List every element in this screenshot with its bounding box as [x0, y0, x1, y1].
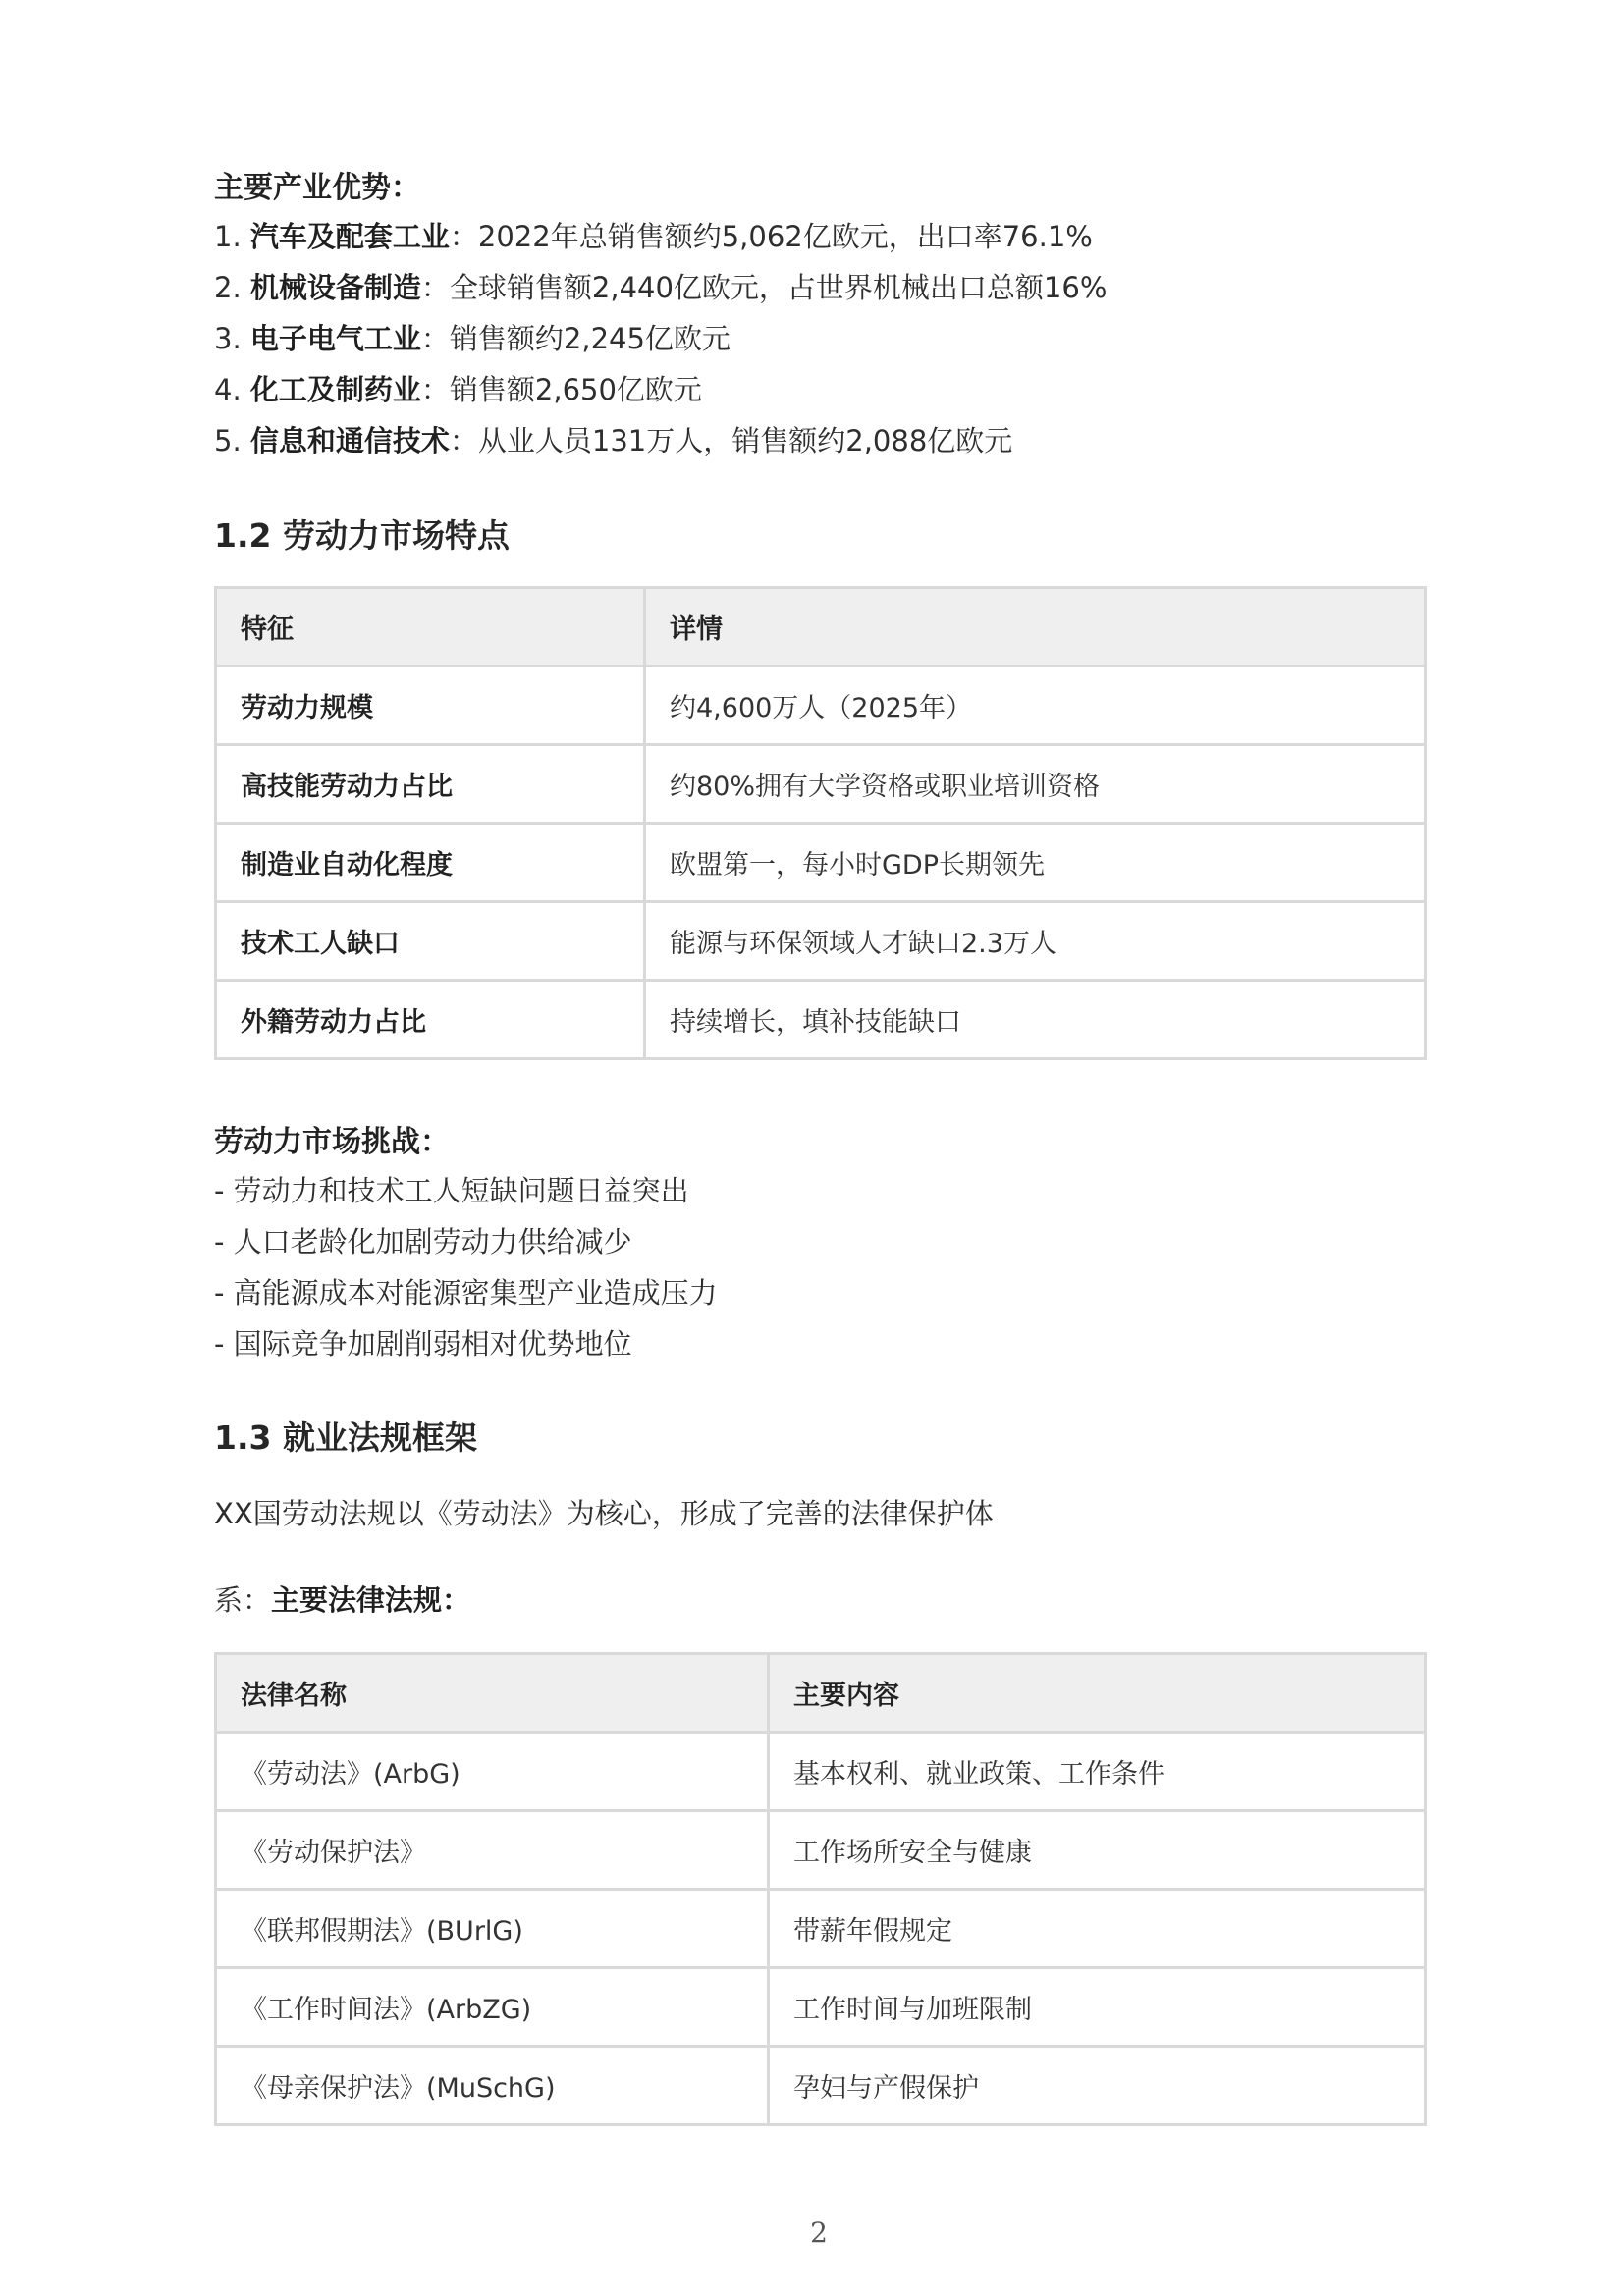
table-row — [216, 2047, 1426, 2125]
table-cell-details: 约4,600万人（2025年） — [645, 667, 1426, 745]
industry-item-detail: ：全球销售额2,440亿欧元，占世界机械出口总额16% — [420, 271, 1108, 304]
table-cell-details: 持续增长，填补技能缺口 — [645, 981, 1426, 1059]
industry-section-label: 主要产业优势： — [214, 171, 420, 205]
industry-item-name: 信息和通信技术 — [249, 424, 450, 457]
table-cell-main-content: 工作场所安全与健康 — [769, 1811, 1426, 1890]
industry-item-number: 3. — [214, 322, 250, 355]
table-row — [216, 1733, 1426, 1811]
table-row — [216, 1811, 1426, 1890]
table-cell-law-name: 《工作时间法》(ArbZG) — [216, 1968, 769, 2047]
table-cell-law-name: 《母亲保护法》(MuSchG) — [216, 2047, 769, 2125]
labor-market-table — [214, 586, 1427, 1060]
challenge-item: - 人口老龄化加剧劳动力供给减少 — [214, 1225, 632, 1258]
table-cell-law-name: 《劳动法》(ArbG) — [216, 1733, 769, 1811]
labor-market-heading: 1.2 劳动力市场特点 — [214, 516, 510, 555]
legal-framework-intro: XX国劳动法规以《劳动法》为核心，形成了完善的法律保护体 — [214, 1497, 994, 1530]
table-row — [216, 1968, 1426, 2047]
table-cell-feature: 制造业自动化程度 — [216, 824, 645, 902]
table-row — [216, 745, 1426, 824]
table-cell-details: 约80%拥有大学资格或职业培训资格 — [645, 745, 1426, 824]
table-header-row — [216, 588, 1426, 667]
industry-item — [214, 317, 731, 357]
challenge-item: - 国际竞争加剧削弱相对优势地位 — [214, 1327, 632, 1361]
table-header-row — [216, 1654, 1426, 1733]
industry-item — [214, 419, 1012, 459]
industry-item-name: 化工及制药业 — [249, 373, 421, 406]
industry-item — [214, 215, 1093, 255]
industry-item-name: 电子电气工业 — [249, 322, 421, 355]
table-cell-feature: 技术工人缺口 — [216, 902, 645, 981]
table-cell-feature: 外籍劳动力占比 — [216, 981, 645, 1059]
industry-item-number: 5. — [214, 424, 250, 457]
table-cell-details: 欧盟第一，每小时GDP长期领先 — [645, 824, 1426, 902]
column-header-details: 详情 — [645, 588, 1426, 667]
industry-item — [214, 368, 702, 408]
column-header-feature: 特征 — [216, 588, 645, 667]
table-cell-main-content: 带薪年假规定 — [769, 1890, 1426, 1968]
table-cell-details: 能源与环保领域人才缺口2.3万人 — [645, 902, 1426, 981]
legal-framework-intro-continued — [214, 1578, 470, 1619]
legal-framework-heading: 1.3 就业法规框架 — [214, 1418, 477, 1457]
challenge-item: - 高能源成本对能源密集型产业造成压力 — [214, 1276, 718, 1309]
industry-item-number: 1. — [214, 220, 250, 253]
industry-item-detail: ：2022年总销售额约5,062亿欧元，出口率76.1% — [449, 220, 1093, 253]
table-cell-main-content: 基本权利、就业政策、工作条件 — [769, 1733, 1426, 1811]
table-row — [216, 824, 1426, 902]
page-number: 2 — [810, 2216, 828, 2249]
industry-item-name: 机械设备制造 — [249, 271, 421, 304]
challenges-label: 劳动力市场挑战： — [214, 1125, 450, 1159]
industry-item-detail: ：销售额约2,245亿欧元 — [420, 322, 731, 355]
table-row — [216, 902, 1426, 981]
industry-item-detail: ：销售额2,650亿欧元 — [420, 373, 702, 406]
laws-table — [214, 1652, 1427, 2126]
intro-continuation: 系： — [214, 1583, 272, 1617]
table-cell-main-content: 工作时间与加班限制 — [769, 1968, 1426, 2047]
table-cell-law-name: 《联邦假期法》(BUrlG) — [216, 1890, 769, 1968]
table-cell-feature: 劳动力规模 — [216, 667, 645, 745]
challenge-item: - 劳动力和技术工人短缺问题日益突出 — [214, 1174, 689, 1207]
column-header-main-content: 主要内容 — [769, 1654, 1426, 1733]
industry-item-number: 4. — [214, 373, 250, 406]
table-row — [216, 1890, 1426, 1968]
column-header-law-name: 法律名称 — [216, 1654, 769, 1733]
table-cell-feature: 高技能劳动力占比 — [216, 745, 645, 824]
industry-item-detail: ：从业人员131万人，销售额约2,088亿欧元 — [449, 424, 1013, 457]
laws-list-label: 主要法律法规： — [271, 1583, 471, 1617]
table-row — [216, 981, 1426, 1059]
industry-item-name: 汽车及配套工业 — [249, 220, 450, 253]
industry-item-number: 2. — [214, 271, 250, 304]
table-cell-main-content: 孕妇与产假保护 — [769, 2047, 1426, 2125]
industry-item — [214, 266, 1107, 306]
table-cell-law-name: 《劳动保护法》 — [216, 1811, 769, 1890]
table-row — [216, 667, 1426, 745]
